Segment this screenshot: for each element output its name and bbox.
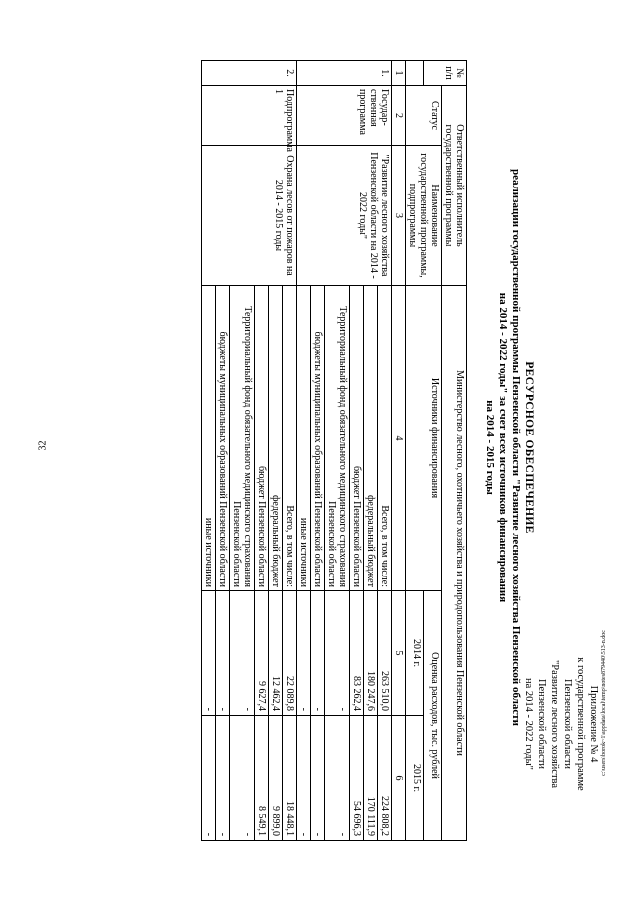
- section-name: "Развитие лесного хозяйства Пензенской области на 2014 - 2022 годы": [297, 146, 392, 286]
- source-cell: Территориальный фонд обязательного медицинского страхования Пензенской области: [325, 286, 350, 591]
- source-cell: иные источники: [297, 286, 311, 591]
- appendix-line: Пензенской области: [536, 678, 547, 770]
- source-cell: федеральный бюджет: [364, 286, 378, 591]
- header-year: 2014 г.: [406, 591, 424, 716]
- column-number: 5: [392, 591, 406, 716]
- value-2014: 180 247,6: [364, 591, 378, 716]
- header-year: 2015 г.: [406, 716, 424, 841]
- source-cell: бюджет Пензенской области: [350, 286, 364, 591]
- value-2014: -: [297, 591, 311, 716]
- value-2014: 12 462,4: [269, 591, 283, 716]
- table-row: [378, 61, 392, 841]
- value-2015: -: [297, 716, 311, 841]
- value-2014: 22 089,8: [283, 591, 297, 716]
- value-2015: 9 899,0: [269, 716, 283, 841]
- header-name: Наименование государственной программы, подпрограммы: [406, 146, 442, 286]
- appendix-line: Приложение № 4: [588, 685, 599, 763]
- source-cell: Всего, в том числе:: [378, 286, 392, 591]
- footer-file-path: c:\users\borok~1\appdata\local\temp\notes879440\513-n.doc: [601, 630, 607, 776]
- value-2015: 54 696,3: [350, 716, 364, 841]
- appendix-line: "Развитие лесного хозяйства: [549, 659, 560, 789]
- source-cell: Всего, в том числе:: [283, 286, 297, 591]
- header-sources: Источники финансирования: [406, 286, 442, 591]
- value-2015: -: [202, 716, 216, 841]
- value-2014: -: [311, 591, 325, 716]
- section-name: Охрана лесов от пожаров на 2014 - 2015 годы: [202, 146, 297, 286]
- header-col-no: № п/п: [424, 61, 467, 86]
- source-cell: Территориальный фонд обязательного медицинского страхования Пензенской области: [230, 286, 255, 591]
- value-2014: -: [230, 591, 255, 716]
- source-cell: иные источники: [202, 286, 216, 591]
- header-status: Статус: [406, 86, 442, 146]
- appendix-line: на 2014 - 2022 годы": [523, 678, 534, 770]
- source-cell: бюджет Пензенской области: [255, 286, 269, 591]
- header-blank: [406, 61, 424, 86]
- value-2015: -: [216, 716, 230, 841]
- section-status: Подпрограмма 1: [202, 86, 297, 146]
- title-line: на 2014 - 2015 годы: [484, 400, 496, 495]
- section-status: Государ-ственная программа: [297, 86, 392, 146]
- section-number: 2.: [202, 61, 297, 86]
- header-row: [442, 61, 467, 841]
- column-number: 6: [392, 716, 406, 841]
- title-line: на 2014 - 2022 годы" за счет всех источников финансирования: [497, 292, 509, 603]
- document-page: [65, 50, 610, 845]
- value-2014: 83 262,4: [350, 591, 364, 716]
- header-row: [424, 61, 442, 841]
- column-number: 1: [392, 61, 406, 86]
- value-2014: 9 627,4: [255, 591, 269, 716]
- column-number: 2: [392, 86, 406, 146]
- value-2015: 18 448,1: [283, 716, 297, 841]
- header-responsible: Ответственный исполнитель государственной программы: [442, 86, 467, 286]
- title-line: реализации государственной программы Пензенской области "Развитие лесного хозяйства Пензенской области: [510, 169, 522, 726]
- column-numbers-row: [392, 61, 406, 841]
- column-number: 3: [392, 146, 406, 286]
- value-2014: -: [202, 591, 216, 716]
- table-row: [283, 61, 297, 841]
- header-ministry: Министерство лесного, охотничьего хозяйства и природопользования Пензенской области: [442, 286, 467, 841]
- source-cell: бюджеты муниципальных образований Пензенской области: [216, 286, 230, 591]
- title-heading: РЕСУРСНОЕ ОБЕСПЕЧЕНИЕ: [523, 361, 535, 534]
- value-2015: 8 549,1: [255, 716, 269, 841]
- page-number: 32: [37, 440, 49, 451]
- value-2015: 170 111,9: [364, 716, 378, 841]
- value-2015: -: [311, 716, 325, 841]
- resource-table: [201, 60, 467, 841]
- source-cell: федеральный бюджет: [269, 286, 283, 591]
- value-2014: -: [216, 591, 230, 716]
- section-number: 1.: [297, 61, 392, 86]
- column-number: 4: [392, 286, 406, 591]
- appendix-line: Пензенской области: [562, 678, 573, 770]
- header-estimate: Оценка расходов, тыс. рублей: [424, 591, 442, 841]
- value-2014: 263 510,0: [378, 591, 392, 716]
- value-2015: -: [230, 716, 255, 841]
- source-cell: бюджеты муниципальных образований Пензенской области: [311, 286, 325, 591]
- appendix-line: к государственной программе: [575, 657, 586, 791]
- value-2015: -: [325, 716, 350, 841]
- value-2015: 224 808,2: [378, 716, 392, 841]
- document-title: [483, 50, 535, 845]
- value-2014: -: [325, 591, 350, 716]
